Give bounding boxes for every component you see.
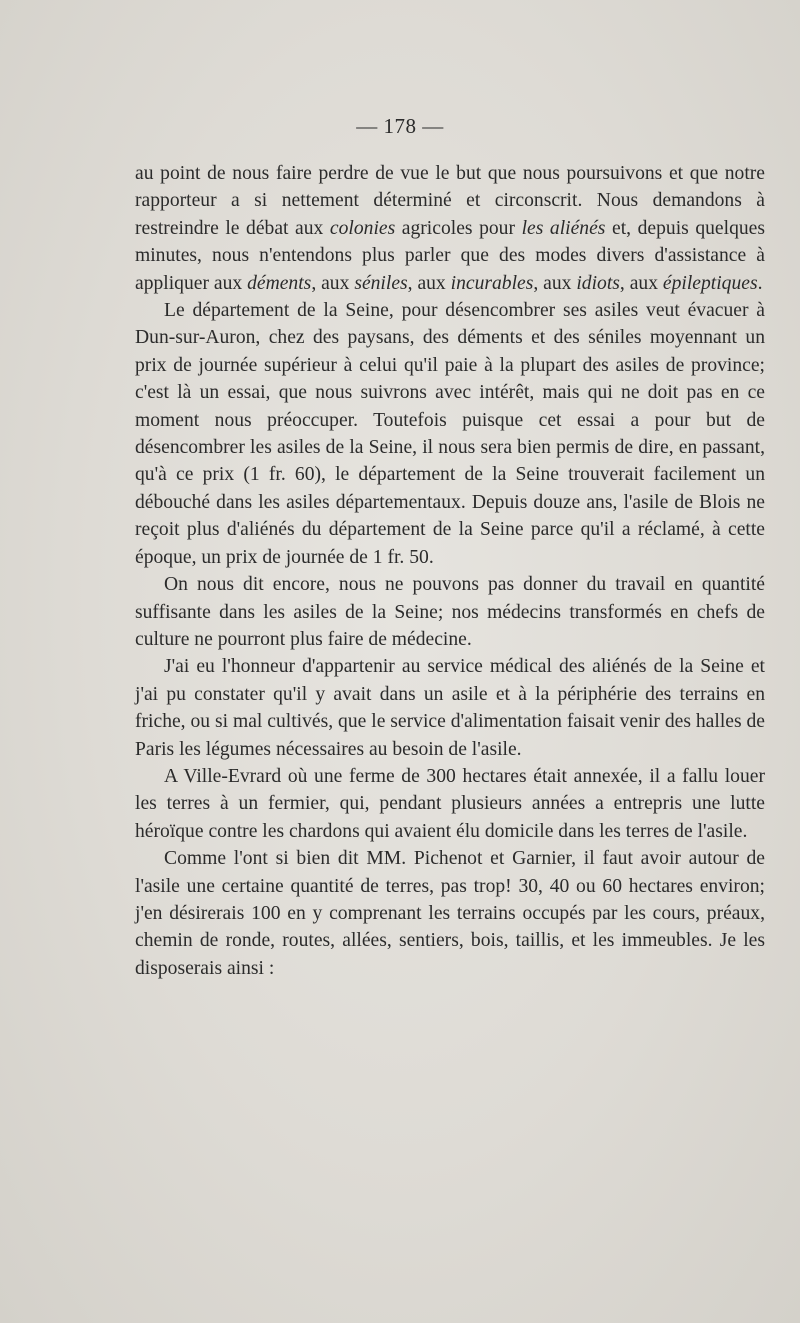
text-segment: . [757,272,763,294]
text-segment: , aux [407,272,451,294]
text-segment: Comme l'ont si bien dit MM. Pichenot et Garnier, il faut avoir autour de l'asile une certaine quantité de terres, pas trop! 30, 40 ou 60 hectares environ; j'en désirerais 100 en y comprenant les terrains occupés par les cours, préaux, chemin de ronde, routes, allées, sentiers, bois, taillis, et les immeubles. Je les disposerais ainsi : [135,848,765,979]
text-segment: agricoles pour [395,217,522,239]
italic-term: les aliénés [521,217,606,239]
paragraph [135,297,765,571]
text-segment: et, depuis quelques minutes, nous n'entendons plus parler que des modes divers d'assistance à appliquer aux [135,217,765,294]
text-segment: , aux [619,272,663,294]
paragraph [135,653,765,763]
paragraph [135,845,765,982]
text-segment: A Ville-Evrard où une ferme de 300 hectares était annexée, il a fallu louer les terres à un fermier, qui, pendant plusieurs années a entrepris une lutte héroïque contre les chardons qui avaient élu domicile dans les terres de l'asile. [135,765,765,842]
paragraph [135,763,765,845]
text-segment: au point de nous faire perdre de vue le but que nous poursuivons et que notre rapporteur a si nettement déterminé et circonscrit. Nous demandons à restreindre le débat aux [135,163,765,239]
body-text [135,160,765,982]
paragraph [135,571,765,653]
paragraph [135,160,765,297]
italic-term: épileptiques [662,272,758,294]
text-segment: , aux [311,272,355,294]
italic-term: idiots [576,272,620,294]
italic-term: séniles [354,272,408,294]
italic-term: colonies [329,217,396,239]
text-segment: , aux [533,272,577,294]
page-number: — 178 — [356,114,444,138]
italic-term: déments [247,272,312,294]
text-segment: Le département de la Seine, pour désencombrer ses asiles veut évacuer à Dun-sur-Auron, chez des paysans, des déments et des séniles moyennant un prix de journée supérieur à celui qu'il paie à la plupart des asiles de province; c'est là un essai, que nous suivrons avec intérêt, mais qui ne doit pas en ce moment nous préoccuper. Toutefois puisque cet essai a pour but de désencombrer les asiles de la Seine, il nous sera bien permis de dire, en passant, qu'à ce prix (1 fr. 60), le département de la Seine trouverait facilement un débouché dans les asiles départementaux. Depuis douze ans, l'asile de Blois ne reçoit plus d'aliénés du département de la Seine parce qu'il a réclamé, à cette époque, un prix de journée de 1 fr. 50. [135,300,765,568]
text-segment: J'ai eu l'honneur d'appartenir au service médical des aliénés de la Seine et j'ai pu constater qu'il y avait dans un asile et à la périphérie des terrains en friche, ou si mal cultivés, que le service d'alimentation faisait venir des halles de Paris les légumes nécessaires au besoin de l'asile. [135,656,765,760]
italic-term: incurables [450,272,534,294]
text-segment: On nous dit encore, nous ne pouvons pas donner du travail en quantité suffisante dans les asiles de la Seine; nos médecins transformés en chefs de culture ne pourront plus faire de médecine. [135,574,765,650]
